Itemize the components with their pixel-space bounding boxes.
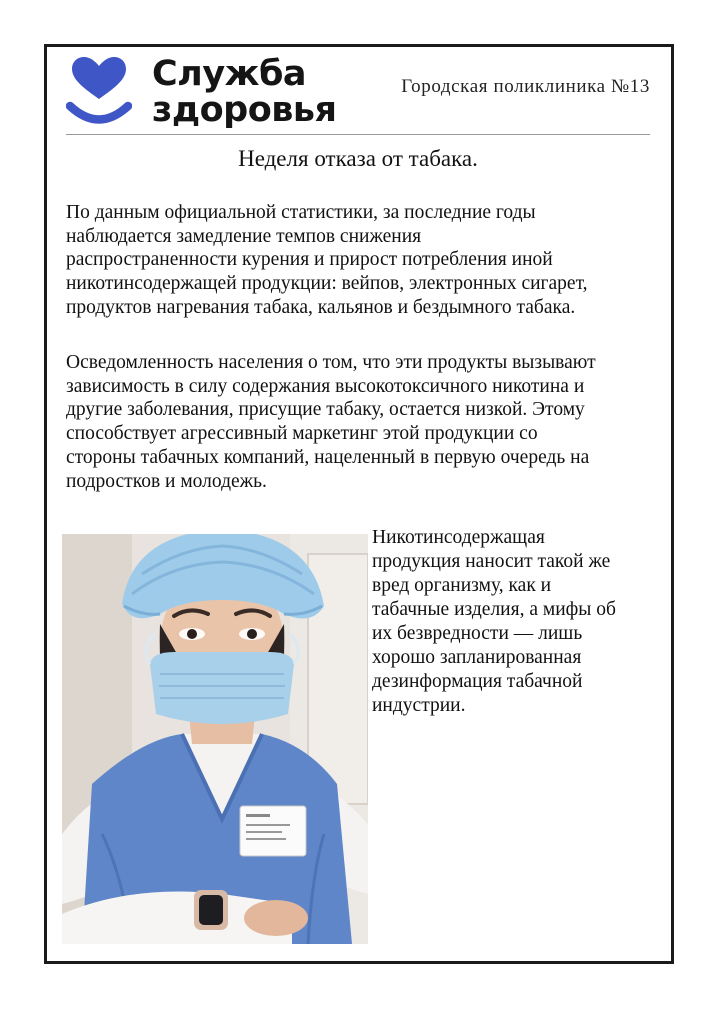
side-text-line: хорошо запланированная <box>372 647 582 668</box>
heart-smile-logo-icon <box>66 56 132 128</box>
paragraph-2-line: способствует агрессивный маркетинг этой продукции со <box>66 423 538 445</box>
side-text-line: дезинформация табачной <box>372 671 583 692</box>
paragraph-1-line: По данным официальной статистики, за последние годы <box>66 202 536 223</box>
paragraph-2 <box>66 351 666 493</box>
paragraph-2-line: стороны табачных компаний, нацеленный в первую очередь на <box>66 446 590 468</box>
side-text-line: Никотинсодержащая <box>372 527 545 548</box>
logo-wordmark <box>152 56 337 128</box>
side-text <box>372 526 662 718</box>
logo-line-1: Служба <box>152 54 307 94</box>
header-divider <box>66 134 650 135</box>
paragraph-1-line: продуктов нагревания табака, кальянов и бездымного табака. <box>66 296 576 318</box>
paragraph-2-line: зависимость в силу содержания высокотоксичного никотина и <box>66 375 585 397</box>
service-logo <box>66 56 346 128</box>
document-title: Неделя отказа от табака. <box>238 146 478 171</box>
paragraph-1-line: наблюдается замедление темпов снижения <box>66 225 422 247</box>
medic-photo <box>62 534 368 944</box>
side-text-line: вред организму, как и <box>372 575 552 596</box>
side-text-line: продукция наносит такой же <box>372 551 611 572</box>
logo-line-2: здоровья <box>152 90 337 130</box>
paragraph-1 <box>66 201 666 320</box>
side-text-line: их безвредности — лишь <box>372 623 583 644</box>
paragraph-2-line: подростков и молодежь. <box>66 470 267 492</box>
clinic-name: Городская поликлиника №13 <box>401 76 650 97</box>
paragraph-2-line: Осведомленность населения о том, что эти продукты вызывают <box>66 352 596 373</box>
side-text-line: индустрии. <box>372 695 466 716</box>
paragraph-1-line: распространенности курения и прирост потребления иной <box>66 249 553 271</box>
paragraph-2-line: другие заболевания, присущие табаку, остается низкой. Этому <box>66 399 585 421</box>
side-text-line: табачные изделия, а мифы об <box>372 599 616 620</box>
medic-illustration <box>62 534 368 944</box>
paragraph-1-line: никотинсодержащей продукции: вейпов, электронных сигарет, <box>66 273 588 295</box>
